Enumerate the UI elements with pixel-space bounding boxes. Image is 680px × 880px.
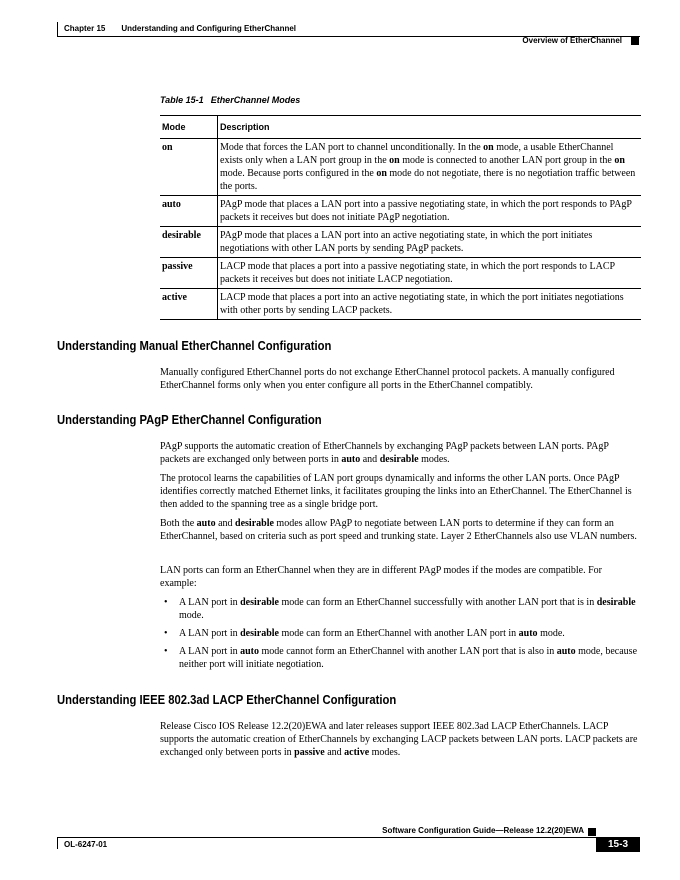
bullet-text: A LAN port in desirable mode can form an EtherChannel with another LAN port in auto mode.	[179, 628, 565, 639]
chapter-number: Chapter 15	[64, 24, 106, 33]
section-heading-manual: Understanding Manual EtherChannel Configuration	[57, 339, 332, 353]
section-heading-pagp: Understanding PAgP EtherChannel Configuration	[57, 413, 322, 427]
section-title-header: Overview of EtherChannel	[522, 36, 622, 45]
footer-rule	[57, 837, 640, 838]
table-row	[160, 289, 641, 320]
description-cell: LACP mode that places a port into an active negotiating state, in which the port initiates negotiations with other ports by sending LACP packets.	[218, 289, 642, 320]
bold-keyword: active	[344, 747, 370, 758]
bold-keyword: desirable	[240, 597, 279, 608]
bullet-icon: •	[164, 646, 168, 657]
paragraph: Manually configured EtherChannel ports do not exchange EtherChannel protocol packets. A manually configured EtherChannel forms only when you enter configure all ports in the EtherChannel compatibly.	[160, 367, 615, 391]
paragraph: PAgP supports the automatic creation of EtherChannels by exchanging PAgP packets between LAN ports. PAgP packets are exchanged only between ports in auto and desirable modes.	[160, 441, 609, 465]
etherchannel-modes-table	[160, 115, 641, 320]
section-heading-lacp: Understanding IEEE 802.3ad LACP EtherChannel Configuration	[57, 693, 397, 707]
paragraph: LAN ports can form an EtherChannel when they are in different PAgP modes if the modes are compatible. For example:	[160, 565, 603, 589]
bold-keyword: on	[389, 155, 400, 166]
bold-keyword: auto	[518, 628, 538, 639]
description-cell: PAgP mode that places a LAN port into an active negotiating state, in which the port initiates negotiations with other LAN ports by sending PAgP packets.	[218, 227, 642, 258]
table-row	[160, 258, 641, 289]
table-caption	[160, 95, 300, 105]
chapter-title: Understanding and Configuring EtherChannel	[121, 24, 297, 33]
bold-keyword: desirable	[596, 597, 636, 608]
description-cell: LACP mode that places a port into a passive negotiating state, in which the port responds to LACP packets it receives but does not initiate LACP negotiation.	[218, 258, 642, 289]
paragraph: Both the auto and desirable modes allow PAgP to negotiate between LAN ports to determine if they can form an EtherChannel, based on criteria such as port speed and trunking state. Layer 2 EtherChannels also use VLAN numbers.	[160, 518, 637, 542]
description-cell: Mode that forces the LAN port to channel unconditionally. In the on mode, a usable EtherChannel exists only when a LAN port group in the on mode is connected to another LAN port group in the on mode. Because ports configured in the on mode do not negotiate, there is no negotiation traffic between the ports.	[218, 139, 642, 196]
column-header-description: Description	[218, 116, 642, 139]
description-cell: PAgP mode that places a LAN port into a passive negotiating state, in which the port responds to PAgP packets it receives but does not initiate PAgP negotiation.	[218, 196, 642, 227]
table-number: Table 15-1	[160, 95, 204, 105]
table-header-row	[160, 116, 641, 139]
bold-keyword: passive	[294, 747, 325, 758]
header-left-rule	[57, 22, 58, 36]
mode-cell: active	[160, 289, 218, 320]
bold-keyword: auto	[240, 646, 260, 657]
table-title: EtherChannel Modes	[210, 95, 301, 105]
bold-keyword: auto	[196, 518, 216, 529]
bullet-text: A LAN port in auto mode cannot form an EtherChannel with another LAN port that is also in auto mode, because neither port will initiate negotiation.	[179, 646, 638, 670]
bold-keyword: on	[483, 142, 494, 153]
page-number: 15-3	[596, 837, 640, 852]
bullet-icon: •	[164, 597, 168, 608]
bold-keyword: on	[614, 155, 625, 166]
mode-cell: passive	[160, 258, 218, 289]
bold-keyword: desirable	[379, 454, 419, 465]
bold-keyword: auto	[556, 646, 576, 657]
paragraph: Release Cisco IOS Release 12.2(20)EWA and later releases support IEEE 802.3ad LACP EtherChannels. LACP supports the automatic creation of EtherChannels by exchanging LACP packets between LAN ports. LACP packets are exchanged only between ports in passive and active modes.	[160, 721, 638, 758]
footer-marker-block	[588, 828, 596, 836]
bold-keyword: on	[376, 168, 387, 179]
bold-keyword: auto	[341, 454, 361, 465]
footer-doc-number: OL-6247-01	[64, 840, 108, 849]
list-item	[160, 645, 641, 671]
column-header-mode: Mode	[160, 116, 218, 139]
header-marker-block	[631, 37, 639, 45]
bullet-icon: •	[164, 628, 168, 639]
table-row	[160, 227, 641, 258]
list-item	[160, 596, 641, 622]
footer-guide-title: Software Configuration Guide—Release 12.2(20)EWA	[382, 826, 584, 835]
running-header	[64, 24, 296, 33]
mode-cell: auto	[160, 196, 218, 227]
mode-cell: on	[160, 139, 218, 196]
bullet-text: A LAN port in desirable mode can form an EtherChannel successfully with another LAN port that is in desirable mode.	[179, 597, 636, 621]
paragraph: The protocol learns the capabilities of LAN port groups dynamically and informs the other LAN ports. Once PAgP identifies correctly matched Ethernet links, it facilitates grouping the links into an EtherChannel. The EtherChannel is then added to the spanning tree as a single bridge port.	[160, 473, 632, 510]
table-row	[160, 139, 641, 196]
footer-left-rule	[57, 837, 58, 849]
bullet-list	[160, 596, 641, 676]
mode-cell: desirable	[160, 227, 218, 258]
table-row	[160, 196, 641, 227]
bold-keyword: desirable	[240, 628, 279, 639]
bold-keyword: desirable	[235, 518, 274, 529]
list-item	[160, 627, 641, 640]
